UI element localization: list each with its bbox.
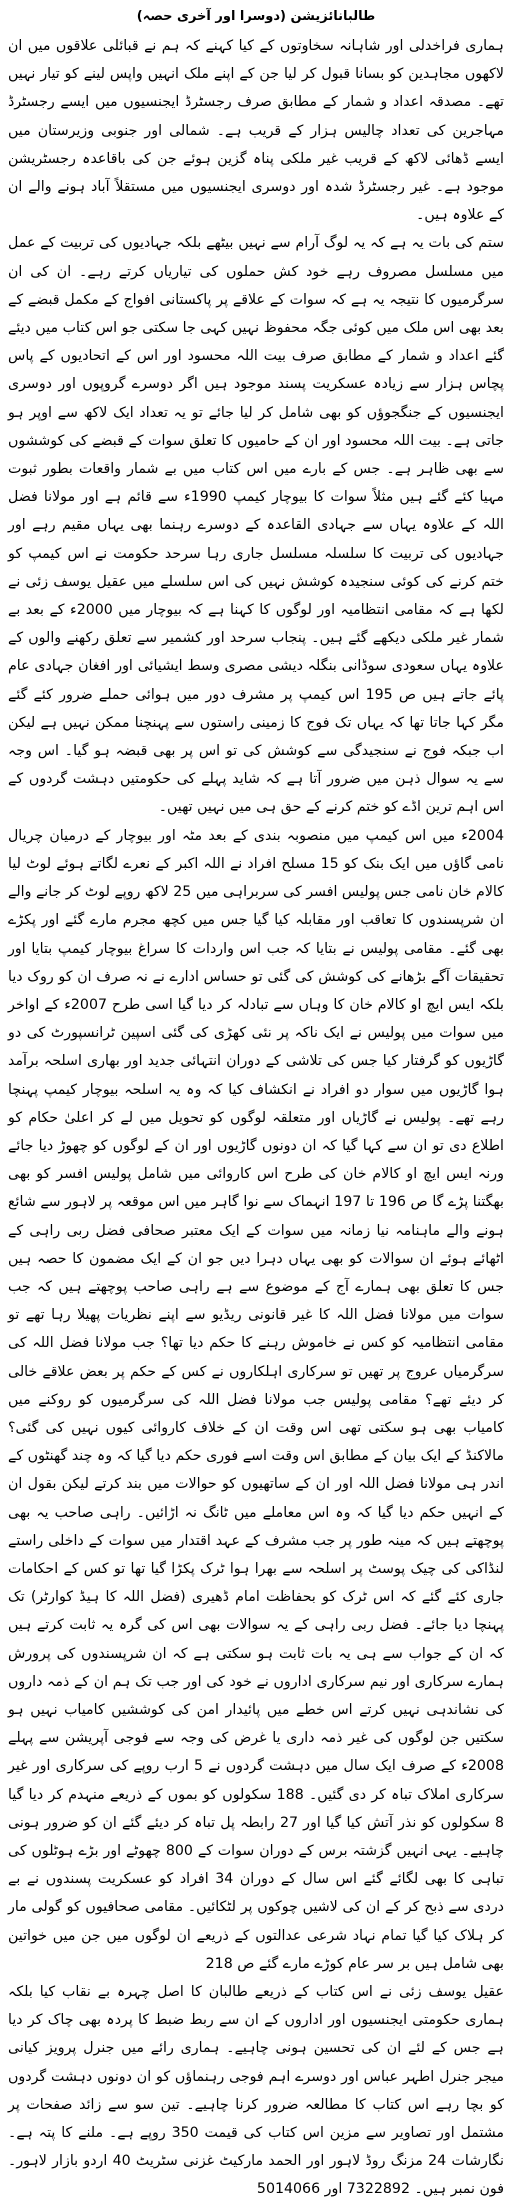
article-paragraph: 2004ء میں اس کیمپ میں منصوبہ بندی کے بعد مٹہ اور بیوچار کے درمیان چریال نامی گاؤں میں ایک بنک کو 15 مسلح افراد نے اللہ اکبر کے نعرے لگاتے ہوئے لوٹ لیا کالام خان نامی جس پولیس افسر کی سربراہی میں 25 لاکھ روپے لوٹ کر جانے والے ان شرپسندوں کا تعاقب اور مقابلہ کیا گیا جس میں کچھ مجرم مارے گئے اور پکڑے بھی گئے۔ مقامی پولیس نے بتایا کہ جب اس واردات کا سراغ بیوچار کیمپ بتایا اور تحقیقات آگے بڑھانے کی کوشش کی گئی تو حساس ادارے نے نہ صرف ان کو روک دیا بلکہ ایس ایچ او کالام خان کا وہاں سے تبادلہ کر دیا گیا اسی طرح 2007ء کے اواخر میں سوات میں پولیس نے ایک ناکہ پر نئی کھڑی کی گئی اسپین ٹرانسپورٹ کی دو گاڑیوں کو گرفتار کیا جس کی تلاشی کے دوران انتہائی جدید اور بھاری اسلحہ برآمد ہوا گاڑیوں میں سوار دو افراد نے انکشاف کیا کہ وہ یہ اسلحہ بیوچار کیمپ پہنچا رہے تھے۔ پولیس نے گاڑیاں اور متعلقہ لوگوں کو تحویل میں لے کر اعلیٰ حکام کو اطلاع دی تو ان سے کہا گیا کہ ان دونوں گاڑیوں اور ان کے لوگوں کو چھوڑ دیا جائے ورنہ ایس ایچ او کالام خان کی طرح اس کاروائی میں شامل پولیس افسر کو بھی بھگتنا پڑے گا ص 196 تا 197 انہماک سے نوا گاہر میں اس موقعہ پر لاہور سے شائع ہونے والے ماہنامہ نیا زمانہ میں سوات کے ایک معتبر صحافی فضل ربی راہی کے اٹھائے ہوئے ان سوالات کو بھی یہاں دہرا دیں جو ان کے ایک مضمون کا حصہ ہیں جس کا تعلق بھی ہمارے آج کے موضوع سے ہے راہی صاحب پوچھتے ہیں کہ جب سوات میں مولانا فضل اللہ کا غیر قانونی ریڈیو سے اپنے نظریات پھیلا رہا تھے تو مقامی انتظامیہ کو کس نے خاموش رہنے کا حکم دیا تھا؟ جب مولانا فضل اللہ کی سرگرمیاں عروج پر تھیں تو سرکاری اہلکاروں نے کس کے حکم پر بعض علاقے خالی کر دیئے تھے؟ مقامی پولیس جب مولانا فضل اللہ کی سرگرمیوں کو روکنے میں کامیاب بھی ہو سکتی تھی اس وقت ان کے خلاف کاروائی کیوں نہیں کی گئی؟ مالاکنڈ کے ایک بیان کے مطابق اس وقت اسے فوری حکم دیا گیا کہ وہ چند گھنٹوں کے اندر ہی مولانا فضل اللہ اور ان کے ساتھیوں کو حوالات میں بند کرتے لیکن بقول ان کے انہیں حکم دیا گیا کہ وہ اس معاملے میں ٹانگ نہ اڑائیں۔ راہی صاحب یہ بھی پوچھتے ہیں کہ مینہ طور پر جب مشرف کے عہد اقتدار میں سوات کے داخلی راستے لنڈاکی کی چیک پوسٹ پر اسلحہ سے بھرا ہوا ٹرک پکڑا گیا تھا تو کس کے احکامات جاری کئے گئے کہ اس ٹرک کو بحفاظت امام ڈھیری (فضل اللہ کا ہیڈ کوارٹر) تک پہنچا دیا جائے۔ فضل ربی راہی کے یہ سوالات بھی اس کی گرہ یہ ثابت کرتے ہیں کہ ان کے جواب سے ہی یہ بات ثابت ہو سکتی ہے کہ ان شرپسندوں کی پرورش ہمارے سرکاری اور نیم سرکاری اداروں نے خود کی اور جب تک ہم ان کے ذمہ داروں کی نشاندہی نہیں کرتے اس خطے میں پائیدار امن کی کوششیں کامیاب نہیں ہو سکتیں جن لوگوں کی غیر ذمہ داری یا غرض کی وجہ سے فوجی آپریشن سے پہلے 2008ء کے صرف ایک سال میں دہشت گردوں نے 5 ارب روپے کی سرکاری اور غیر سرکاری املاک تباہ کر دی گئیں۔ 188 سکولوں کو بموں کے ذریعے منہدم کر دیا گیا 8 سکولوں کو نذر آتش کیا گیا اور 27 رابطہ پل تباہ کر دیئے گئے ان کو ضرور ہونی چاہیے۔ یہی انہیں گزشتہ برس کے دوران سوات کے 800 چھوٹے اور بڑے ہوٹلوں کی تباہی کا بھی لگائے گئے اس سال کے دوران 34 افراد کو عسکریت پسندوں نے بے دردی سے ذبح کر کے ان کی لاشیں چوکوں پر لٹکائیں۔ مقامی صحافیوں کو گولی مار کر ہلاک کیا گیا تمام نہاد شرعی عدالتوں کے ذریعے ان لوگوں میں جن میں خواتین بھی شامل ہیں بر سر عام کوڑے مارے گئے ص 218	[8, 827, 504, 1972]
article-title: طالبانائزیشن (دوسرا اور آخری حصہ)	[136, 9, 376, 24]
article-paragraph: ستم کی بات یہ ہے کہ یہ لوگ آرام سے نہیں بیٹھے بلکہ جہادیوں کی تربیت کے عمل میں مسلسل مصروف رہے خود کش حملوں کی تیاریاں کرتے رہے۔ ان کی ان سرگرمیوں کا نتیجہ یہ ہے کہ سوات کے علاقے پر پاکستانی افواج کے مکمل قبضے کے بعد بھی اس ملک میں کوئی جگہ محفوظ نہیں کہی جا سکتی جو اس کتاب میں دیئے گئے اعداد و شمار کے مطابق صرف بیت اللہ محسود اور اس کے اتحادیوں کے پاس پچاس ہزار سے زیادہ عسکریت پسند موجود ہیں اگر دوسرے گروپوں اور دوسری ایجنسیوں کے جنگجوؤں کو بھی شامل کر لیا جائے تو یہ تعداد ایک لاکھ سے اوپر ہو جاتی ہے۔ بیت اللہ محسود اور ان کے حامیوں کا تعلق سوات کے قبضے کی کوششوں سے بھی ظاہر ہے۔ جس کے بارے میں اس کتاب میں بے شمار واقعات بطور ثبوت مہیا کئے گئے ہیں مثلاً سوات کا بیوچار کیمپ 1990ء سے قائم ہے اور مولانا فضل اللہ کے علاوہ یہاں سے جہادی القاعدہ کے دوسرے رہنما بھی یہاں مقیم رہے اور جہادیوں کی تربیت کا سلسلہ مسلسل جاری رہا سرحد حکومت نے اس کیمپ کو ختم کرنے کی کوئی سنجیدہ کوشش نہیں کی اس سلسلے میں عقیل یوسف زئی نے لکھا ہے کہ مقامی انتظامیہ اور لوگوں کا کہنا ہے کہ بیوچار میں 2000ء کے بعد بے شمار غیر ملکی دیکھے گئے ہیں۔ پنجاب سرحد اور کشمیر سے تعلق رکھنے والوں کے علاوہ یہاں سعودی سوڈانی بنگلہ دیشی مصری وسط ایشیائی اور افغان جہادی عام پائے جاتے ہیں ص 195 اس کیمپ پر مشرف دور میں ہوائی حملے ضرور کئے گئے مگر کہا جاتا تھا کہ یہاں تک فوج کا زمینی راستوں سے پہنچنا ممکن نہیں ہے لیکن اب جبکہ فوج نے سنجیدگی سے کوشش کی تو اس پر بھی قبضہ ہو گیا۔ اس وجہ سے یہ سوال ذہن میں ضرور آتا ہے کہ شاید پہلے کی حکومتیں دہشت گردوں کے اس اہم ترین اڈے کو ختم کرنے کے حق ہی میں نہیں تھیں۔	[8, 235, 504, 816]
article-paragraph: عقیل یوسف زئی نے اس کتاب کے ذریعے طالبان کا اصل چہرہ بے نقاب کیا بلکہ ہماری حکومتی ایجنسیوں اور اداروں کے ان سے ربط ضبط کا پردہ بھی چاک کر دیا ہے جس کے لئے ان کی تحسین ہونی چاہیے۔ ہماری رائے میں جنرل پرویز کیانی میجر جنرل اطہر عباس اور دوسرے اہم فوجی رہنماؤں کو ان دونوں دہشت گردوں کو بچا رہے اس کتاب کا مطالعہ ضرور کرنا چاہیے۔ تین سو سے زائد صفحات پر مشتمل اور تصاویر سے مزین اس کتاب کی قیمت 350 روپے ہے۔ ملنے کا پتہ ہے۔ نگارشات 24 مزنگ روڈ لاہور اور الحمد مارکیٹ غزنی سٹریٹ 40 اردو بازار لاہور۔ فون نمبر ہیں۔ 7322892 اور 5014066	[8, 1984, 504, 2198]
article-paragraph: ہماری فراخدلی اور شاہانہ سخاوتوں کے کیا کہنے کہ ہم نے قبائلی علاقوں میں ان لاکھوں مجاہدین کو بسانا قبول کر لیا جن کے اپنے ملک انہیں واپس لینے کو تیار نہیں تھے۔ مصدقہ اعداد و شمار کے مطابق صرف رجسٹرڈ ایجنسیوں میں ایسے رجسٹرڈ مہاجرین کی تعداد چالیس ہزار کے قریب ہے۔ شمالی اور جنوبی وزیرستان میں ایسے ڈھائی لاکھ کے قریب غیر ملکی پناہ گزین ہوئے جن کی باقاعدہ رجسٹریشن موجود ہے۔ غیر رجسٹرڈ شدہ اور دوسری ایجنسیوں میں مستقلاً آباد ہونے والے ان کے علاوہ ہیں۔	[8, 38, 504, 224]
